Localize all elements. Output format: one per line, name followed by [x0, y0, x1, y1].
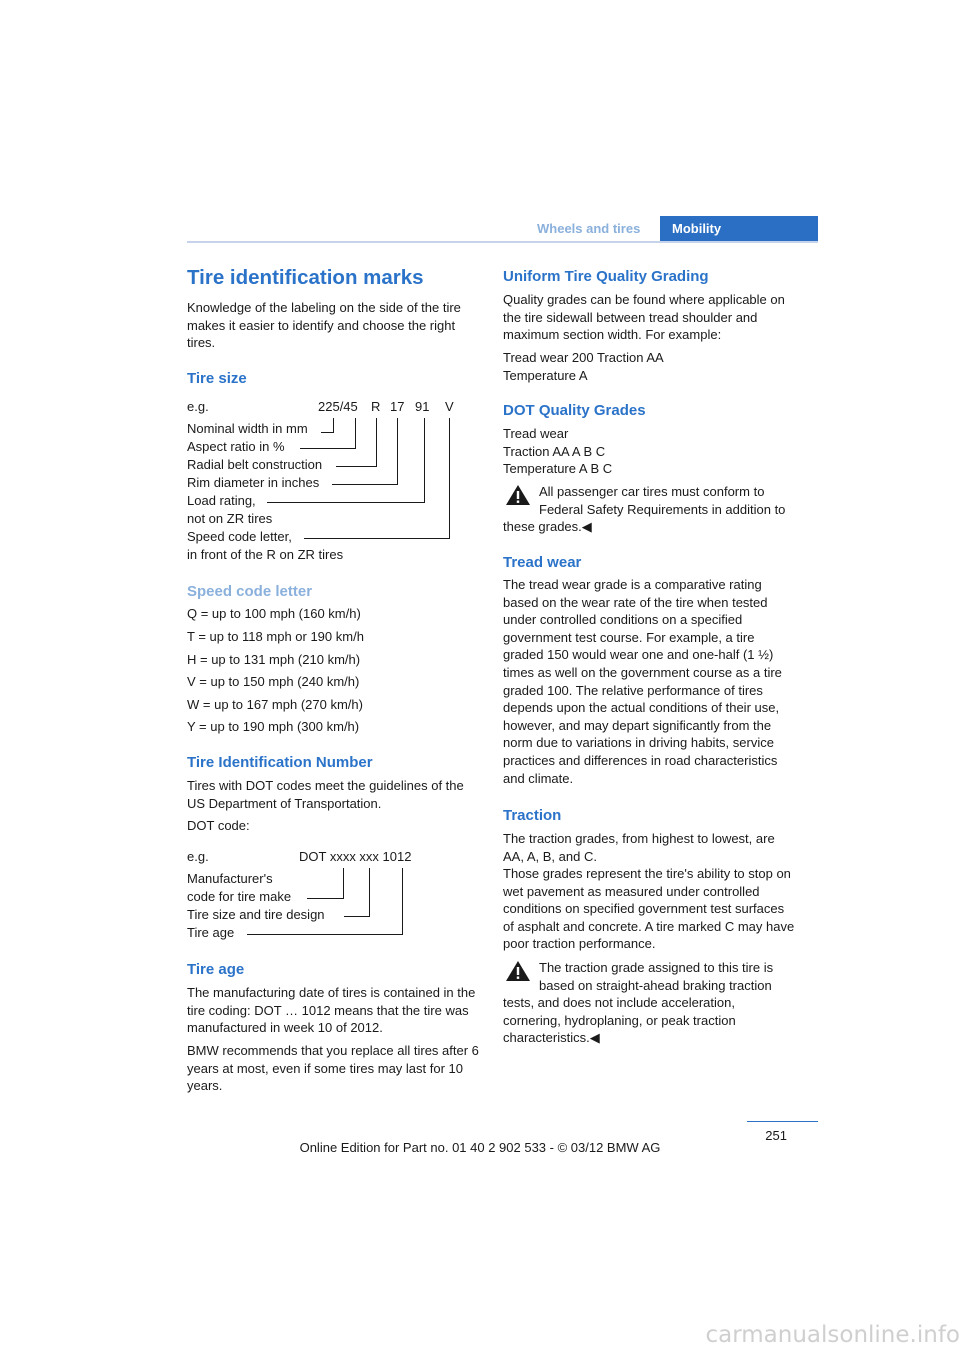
running-header-section: Wheels and tires: [537, 221, 641, 236]
label-size-design: Tire size and tire design: [187, 907, 325, 922]
utqg-heading: Uniform Tire Quality Grading: [503, 268, 709, 285]
code-width-ratio: 225/45: [318, 399, 358, 414]
tire-age-p1: The manufacturing date of tires is contained in the tire coding: DOT … 1012 means that the tire was manufactured in week 10 of 2012.: [187, 985, 476, 1036]
leader-line: [343, 868, 344, 898]
leader-line: [267, 502, 425, 503]
tread-wear-heading: Tread wear: [503, 554, 582, 571]
warning-triangle-icon: [505, 960, 531, 982]
label-nominal-width: Nominal width in mm: [187, 421, 308, 436]
leader-line: [344, 916, 370, 917]
dot-code-label: DOT code:: [187, 818, 250, 833]
tire-size-eg: e.g.: [187, 399, 209, 414]
label-aspect-ratio: Aspect ratio in %: [187, 439, 285, 454]
leader-line: [336, 466, 377, 467]
code-load: 91: [415, 399, 430, 414]
leader-line: [424, 418, 425, 502]
dot-grade-line: Traction AA A B C: [503, 444, 606, 459]
leader-line: [397, 418, 398, 484]
leader-line: [321, 432, 334, 433]
speed-code-item: W = up to 167 mph (270 km/h): [187, 697, 363, 712]
utqg-text: Quality grades can be found where applicable on the tire sidewall between tread shoulder and maximum section width. For example:: [503, 292, 785, 343]
dot-grades-heading: DOT Quality Grades: [503, 402, 646, 419]
tire-size-heading: Tire size: [187, 370, 247, 387]
leader-line: [332, 484, 398, 485]
dot-eg: e.g.: [187, 849, 209, 864]
tin-text: Tires with DOT codes meet the guidelines of the US Department of Transportation.: [187, 778, 464, 811]
speed-code-item: V = up to 150 mph (240 km/h): [187, 674, 360, 689]
leader-line: [402, 868, 403, 934]
speed-code-item: Q = up to 100 mph (160 km/h): [187, 606, 361, 621]
label-rim-diameter: Rim diameter in inches: [187, 475, 320, 490]
warning-note-dot: [503, 483, 796, 536]
speed-code-item: Y = up to 190 mph (300 km/h): [187, 719, 360, 734]
label-front-r: in front of the R on ZR tires: [187, 547, 344, 562]
utqg-example-1: Tread wear 200 Traction AA: [503, 350, 664, 365]
leader-line: [333, 418, 334, 432]
leader-line: [369, 868, 370, 916]
tin-heading: Tire Identification Number: [187, 754, 373, 771]
traction-p2: Those grades represent the tire's ability to stop on wet pavement as measured under controlled conditions on specified government test surfaces of asphalt and concrete. A tire marked C may have poor traction performance.: [503, 866, 795, 952]
header-rule: [187, 241, 818, 243]
warning-triangle-icon: [505, 484, 531, 506]
speed-code-item: H = up to 131 mph (210 km/h): [187, 652, 361, 667]
dot-code-diagram: [187, 848, 479, 943]
leader-line: [304, 538, 450, 539]
speed-code-heading: Speed code letter: [187, 583, 313, 600]
label-load-rating: Load rating,: [187, 493, 256, 508]
page-title: Tire identification marks: [187, 266, 424, 289]
tire-age-p2: BMW recommends that you replace all tires after 6 years at most, even if some tires may last for 10 years.: [187, 1043, 479, 1094]
utqg-example-2: Temperature A: [503, 368, 588, 383]
running-header-tab: [660, 216, 818, 242]
traction-p1: The traction grades, from highest to lowest, are AA, A, B, and C.: [503, 831, 775, 864]
page-number: 251: [765, 1128, 787, 1143]
code-rim: 17: [390, 399, 405, 414]
leader-line: [307, 898, 344, 899]
warning-traction-rest: based on straight-ahead braking traction tests, and does not include acceleration, cornering, hydroplaning, or peak traction characteristics.◀: [503, 977, 772, 1046]
warning-dot-rest: Federal Safety Requirements in addition to these grades.◀: [503, 501, 786, 535]
running-header-tab-label: Mobility: [672, 221, 722, 236]
watermark: carmanualsonline.info: [705, 1322, 960, 1348]
speed-code-item: T = up to 118 mph or 190 km/h: [187, 629, 364, 644]
label-tire-age: Tire age: [187, 925, 235, 940]
label-code-tire-make: code for tire make: [187, 889, 292, 904]
label-speed-code: Speed code letter,: [187, 529, 292, 544]
leader-line: [247, 934, 403, 935]
label-not-zr: not on ZR tires: [187, 511, 273, 526]
dot-grade-line: Temperature A B C: [503, 461, 613, 476]
warning-dot-first: All passenger car tires must conform to: [539, 484, 765, 499]
leader-line: [376, 418, 377, 466]
footer-edition: Online Edition for Part no. 01 40 2 902 533 - © 03/12 BMW AG: [299, 1140, 661, 1155]
code-speed: V: [445, 399, 454, 414]
dot-grade-line: Tread wear: [503, 426, 569, 441]
page-number-rule: [747, 1121, 818, 1122]
warning-note-traction: [503, 959, 796, 1047]
leader-line: [355, 418, 356, 448]
tire-age-heading: Tire age: [187, 961, 245, 978]
label-radial-belt: Radial belt construction: [187, 457, 323, 472]
tread-wear-text: The tread wear grade is a comparative rating based on the wear rate of the tire when tested under controlled conditions on a specified government test course. For example, a tire graded 150 would wear one and one-half (1 ½) times as well on the government course as a tire graded 100. The relative performance of tires depends upon the actual conditions of their use, however, and may depart significantly from the norm due to variations in driving habits, service practices and differences in road characteristics and climate.: [503, 577, 782, 786]
warning-traction-first: The traction grade assigned to this tire is: [539, 960, 774, 975]
traction-heading: Traction: [503, 807, 562, 824]
code-radial: R: [371, 399, 381, 414]
leader-line: [449, 418, 450, 538]
dot-code-example: DOT xxxx xxx 1012: [299, 849, 412, 864]
leader-line: [300, 448, 356, 449]
intro-paragraph: Knowledge of the labeling on the side of the tire makes it easier to identify and choose the right tires.: [187, 300, 461, 351]
tire-size-diagram: [187, 398, 479, 563]
label-manufacturer: Manufacturer's: [187, 871, 273, 886]
